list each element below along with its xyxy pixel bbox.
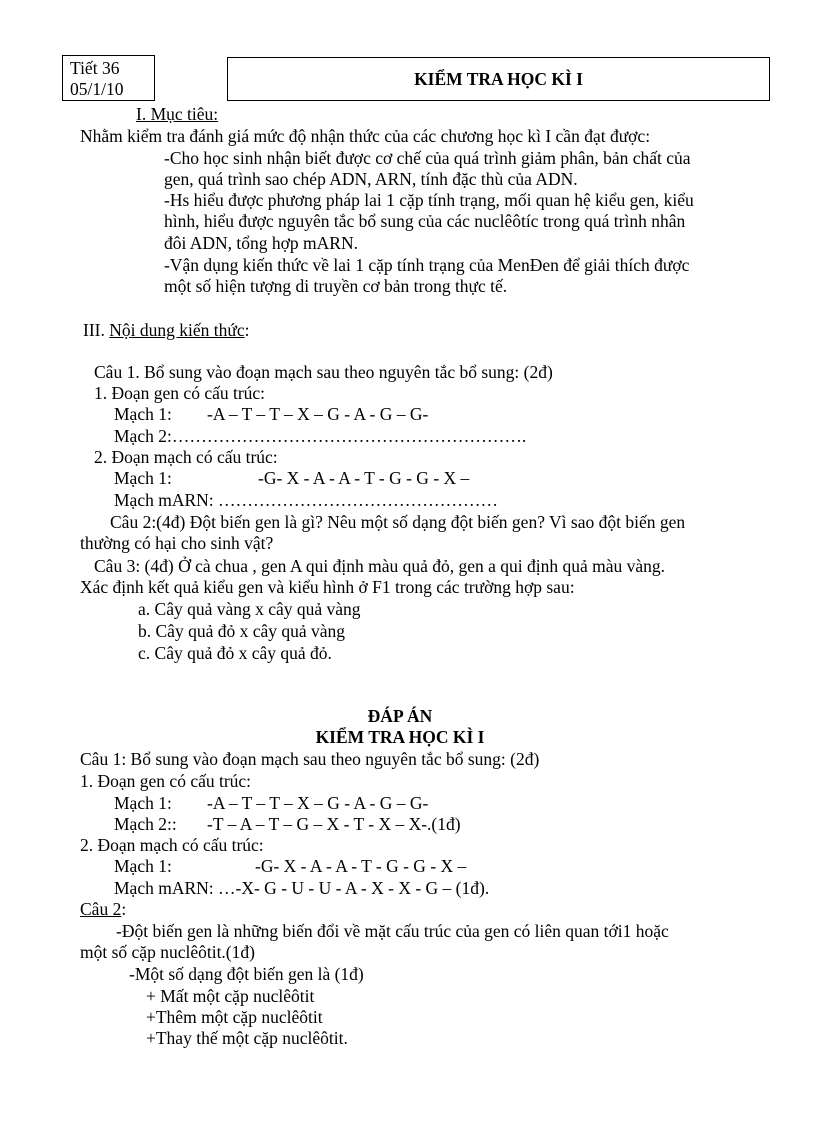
a2-item: + Mất một cặp nuclêôtit	[146, 986, 315, 1006]
q3-option-a: a. Cây quả vàng x cây quả vàng	[138, 599, 361, 619]
objective-line: -Vận dụng kiến thức về lai 1 cặp tính trạng của MenĐen để giải thích được	[164, 255, 690, 275]
a2-line1: -Đột biến gen là những biến đổi về mặt cấu trúc của gen có liên quan tới1 hoặc	[116, 921, 669, 941]
a1-title: Câu 1: Bổ sung vào đoạn mạch sau theo nguyên tắc bổ sung: (2đ)	[80, 749, 540, 769]
q3-option-b: b. Cây quả đỏ x cây quả vàng	[138, 621, 346, 641]
a2-heading-label: Câu 2	[80, 899, 122, 919]
q1-strand2-blank: Mạch 2:…………………………………………………….	[114, 426, 527, 446]
content-heading-main: Nội dung kiến thức	[109, 320, 245, 340]
objective-line: hình, hiểu được nguyên tắc bổ sung của các nuclêôtíc trong quá trình nhân	[164, 211, 686, 231]
answer-subtitle: KIỂM TRA HỌC KÌ I	[315, 727, 485, 747]
objective-line: -Cho học sinh nhận biết được cơ chế của quá trình giảm phân, bản chất của	[164, 148, 691, 168]
a1-part2: 2. Đoạn mạch có cấu trúc:	[80, 835, 264, 855]
a1-marn: Mạch mARN: …-X- G - U - U - A - X - X - G – (1đ).	[114, 878, 490, 898]
q3-line1: Câu 3: (4đ) Ở cà chua , gen A qui định màu quả đỏ, gen a qui định quả màu vàng.	[94, 556, 666, 576]
objective-line: đôi ADN, tổng hợp mARN.	[164, 233, 358, 253]
lesson-date: 05/1/10	[70, 79, 124, 99]
a1-strand2-label: Mạch 2::	[114, 814, 177, 834]
page-title: KIỂM TRA HỌC KÌ I	[414, 69, 583, 89]
q3-line2: Xác định kết quả kiểu gen và kiểu hình ở F1 trong các trường hợp sau:	[80, 577, 575, 597]
a2-line3: -Một số dạng đột biến gen là (1đ)	[129, 964, 364, 984]
q2-line2: thường có hại cho sinh vật?	[80, 533, 274, 553]
a2-heading-colon: :	[121, 899, 127, 919]
objective-line: gen, quá trình sao chép ADN, ARN, tính đặc thù của ADN.	[164, 169, 578, 189]
q1-marn-blank: Mạch mARN: …………………………………………	[114, 490, 499, 510]
a2-item: +Thêm một cặp nuclêôtit	[146, 1007, 323, 1027]
q1-strand1-seq: -A – T – T – X – G - A - G – G-	[207, 404, 429, 424]
a1-strand1b-label: Mạch 1:	[114, 856, 172, 876]
a2-line2: một số cặp nuclêôtit.(1đ)	[80, 942, 255, 962]
q2-line1: Câu 2:(4đ) Đột biến gen là gì? Nêu một số dạng đột biến gen? Vì sao đột biến gen	[110, 512, 686, 532]
objectives-heading: I. Mục tiêu:	[136, 104, 219, 124]
answer-title: ĐÁP ÁN	[367, 706, 433, 726]
q1-title: Câu 1. Bổ sung vào đoạn mạch sau theo nguyên tắc bổ sung: (2đ)	[94, 362, 553, 382]
q1-part2: 2. Đoạn mạch có cấu trúc:	[94, 447, 278, 467]
a1-strand1-label: Mạch 1:	[114, 793, 172, 813]
objective-line: -Hs hiểu được phương pháp lai 1 cặp tính trạng, mối quan hệ kiểu gen, kiểu	[164, 190, 694, 210]
content-heading	[83, 320, 249, 341]
a1-strand1-seq: -A – T – T – X – G - A - G – G-	[207, 793, 429, 813]
objectives-intro: Nhằm kiểm tra đánh giá mức độ nhận thức của các chương học kì I cần đạt được:	[80, 126, 651, 146]
a2-heading	[80, 899, 126, 920]
content-heading-prefix: III.	[83, 320, 110, 340]
q1-strand1-label: Mạch 1:	[114, 404, 172, 424]
content-heading-suffix: :	[244, 320, 250, 340]
lesson-number: Tiết 36	[70, 58, 120, 78]
a1-part1: 1. Đoạn gen có cấu trúc:	[80, 771, 252, 791]
q1-strand1b-seq: -G- X - A - A - T - G - G - X –	[258, 468, 470, 488]
a1-strand2-seq: -T – A – T – G – X - T - X – X-.(1đ)	[207, 814, 461, 834]
q1-part1: 1. Đoạn gen có cấu trúc:	[94, 383, 266, 403]
a1-strand1b-seq: -G- X - A - A - T - G - G - X –	[255, 856, 467, 876]
q1-strand1b-label: Mạch 1:	[114, 468, 172, 488]
a2-item: +Thay thế một cặp nuclêôtit.	[146, 1028, 348, 1048]
q3-option-c: c. Cây quả đỏ x cây quả đỏ.	[138, 643, 332, 663]
objective-line: một số hiện tượng di truyền cơ bản trong thực tế.	[164, 276, 508, 296]
